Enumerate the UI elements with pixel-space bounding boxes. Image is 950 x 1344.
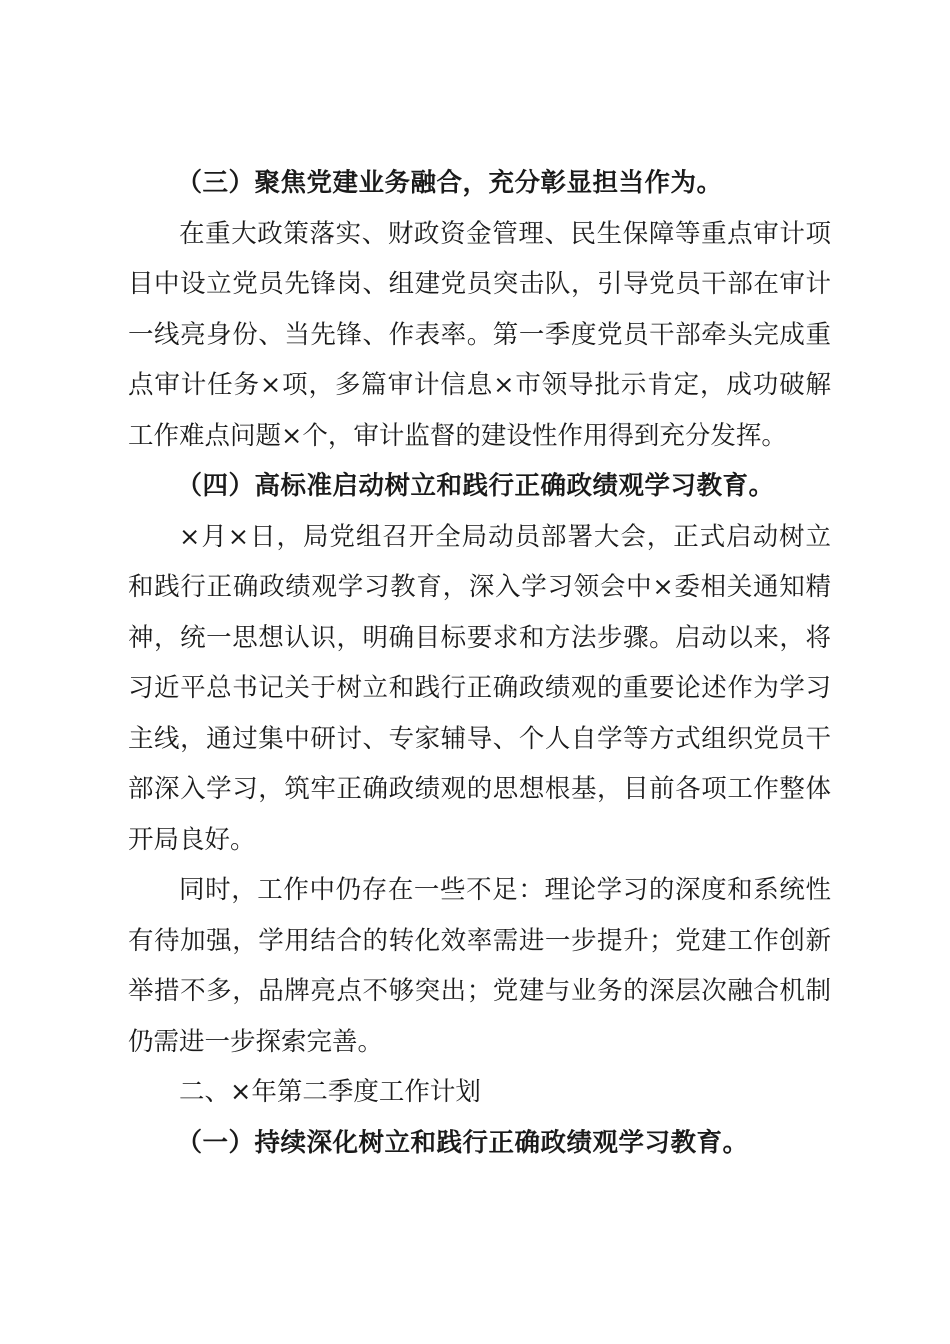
paragraph-integration: 在重大政策落实、财政资金管理、民生保障等重点审计项目中设立党员先锋岗、组建党员突击队，引导党员干部在审计一线亮身份、当先锋、作表率。第一季度党员干部牵头完成重点审计任务×项，多篇审计信息×市领导批示肯定，成功破解工作难点问题×个，审计监督的建设性作用得到充分发挥。	[128, 218, 831, 451]
subheading-three: （三）聚焦党建业务融合，充分彰显担当作为。	[176, 168, 723, 198]
paragraph-shortcomings: 同时，工作中仍存在一些不足：理论学习的深度和系统性有待加强，学用结合的转化效率需进一步提升；党建工作创新举措不多，品牌亮点不够突出；党建与业务的深层次融合机制仍需进一步探索完善。	[128, 875, 831, 1057]
section-heading-plan: 二、×年第二季度工作计划	[179, 1077, 481, 1107]
subheading-four: （四）高标准启动树立和践行正确政绩观学习教育。	[176, 471, 775, 501]
paragraph-education-launch: ×月×日，局党组召开全局动员部署大会，正式启动树立和践行正确政绩观学习教育，深入学习领会中×委相关通知精神，统一思想认识，明确目标要求和方法步骤。启动以来，将习近平总书记关于树立和践行正确政绩观的重要论述作为学习主线，通过集中研讨、专家辅导、个人自学等方式组织党员干部深入学习，筑牢正确政绩观的思想根基，目前各项工作整体开局良好。	[128, 521, 831, 855]
document-body	[128, 158, 831, 1168]
subheading-one: （一）持续深化树立和践行正确政绩观学习教育。	[176, 1127, 749, 1158]
